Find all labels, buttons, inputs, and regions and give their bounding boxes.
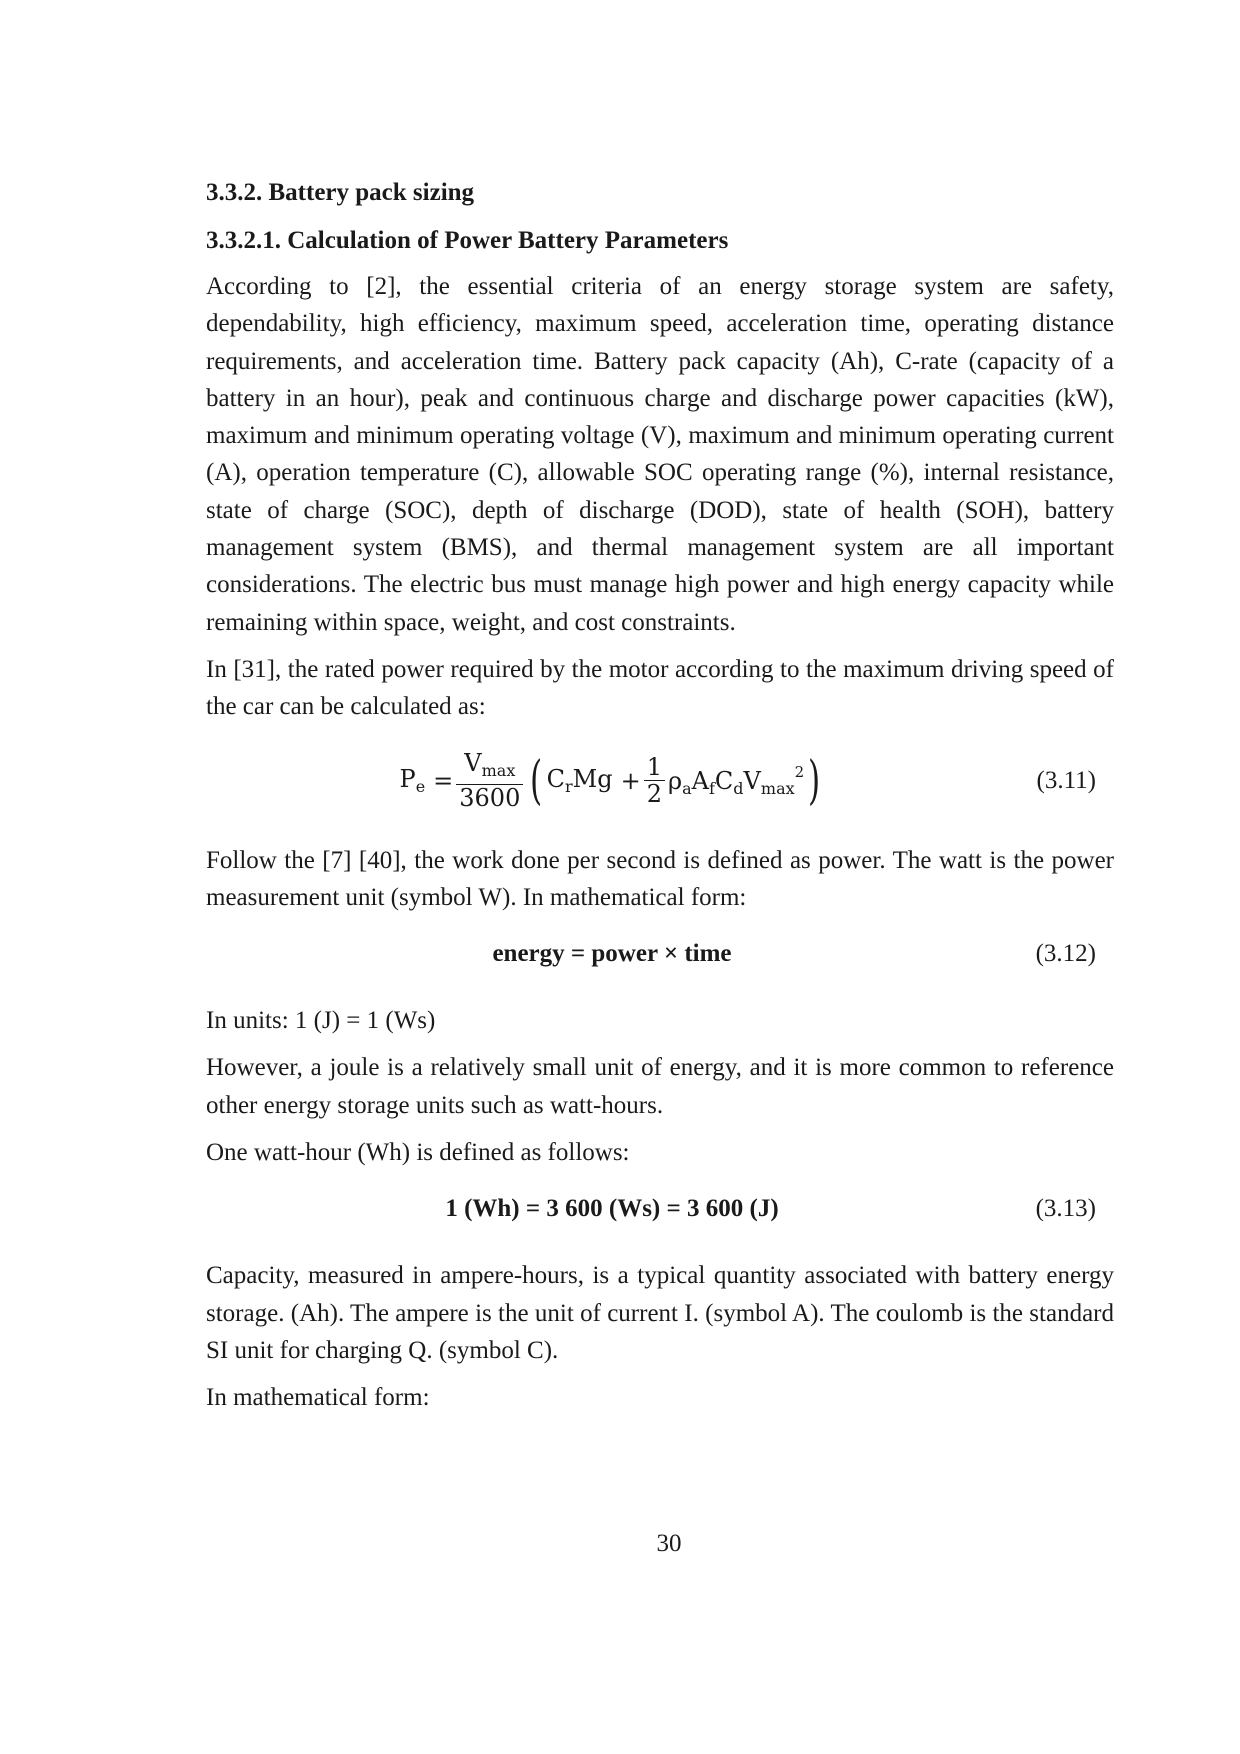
paragraph-capacity: Capacity, measured in ampere-hours, is a typical quantity associated with battery energy storage. (Ah). The ampere is the unit of current I. (symbol A). The coulomb is the standard SI unit for charging Q. (symbol C). <box>206 1262 1114 1364</box>
eq-right-paren: ) <box>808 750 821 811</box>
paragraph-watt-hour: One watt-hour (Wh) is defined as follows: <box>206 1139 630 1167</box>
equation-number-3-11: (3.11) <box>1036 766 1096 794</box>
equation-3-13-body: 1 (Wh) = 3 600 (Ws) = 3 600 (J) <box>445 1195 779 1223</box>
equation-3-13 <box>206 1181 1114 1237</box>
subsection-heading: 3.3.2.1. Calculation of Power Battery Parameters <box>206 227 729 254</box>
paragraph-math-form: In mathematical form: <box>206 1384 430 1412</box>
paragraph-joule: However, a joule is a relatively small unit of energy, and it is more common to reference other energy storage units such as watt-hours. <box>206 1054 1114 1119</box>
eq-lhs: $P_e$ <box>399 765 426 797</box>
paragraph-units: In units: 1 (J) = 1 (Ws) <box>206 1007 436 1035</box>
page-number: 30 <box>656 1530 682 1557</box>
eq-left-paren: ( <box>530 750 543 811</box>
paragraph-rated-power: In [31], the rated power required by the motor according to the maximum driving speed of the car can be calculated as: <box>206 655 1114 721</box>
equation-3-11-body <box>206 736 1018 826</box>
eq-plus: + <box>620 766 641 795</box>
eq-term-aero: $\rho_aA_fC_dV_{max}^2$ <box>668 763 805 799</box>
equation-3-11 <box>206 736 1114 826</box>
page-content <box>206 176 1114 1427</box>
eq-equals: = <box>433 766 454 795</box>
equation-3-12-body: energy = power × time <box>492 940 732 968</box>
equation-number-3-12: (3.12) <box>1035 940 1096 968</box>
paragraph-power-definition: Follow the [7] [40], the work done per second is defined as power. The watt is the power measurement unit (symbol W). In mathematical form: <box>206 846 1114 911</box>
eq-term-rolling: $C_rMg$ <box>546 765 613 797</box>
paragraph-criteria: According to [2], the essential criteria of an energy storage system are safety, dependability, high efficiency, maximum speed, acceleration time, operating distance requirements, and acceleration time. Battery pack capacity (Ah), C-rate (capacity of a battery in an hour), peak and continuous charge and discharge power capacities (kW), maximum and minimum operating voltage (V), maximum and minimum operating current (A), operation temperature (C), allowable SOC operating range (%), internal resistance, state of charge (SOC), depth of discharge (DOD), state of health (SOH), battery management system (BMS), and thermal management system are all important considerations. The electric bus must manage high power and high energy capacity while remaining within space, weight, and cost constraints. <box>206 273 1114 636</box>
equation-3-11-formula <box>400 750 825 811</box>
section-heading: 3.3.2. Battery pack sizing <box>206 179 475 206</box>
equation-3-12 <box>206 926 1114 982</box>
equation-number-3-13: (3.13) <box>1035 1195 1096 1223</box>
eq-fraction-half: $\frac{1}{2}$ <box>644 754 665 807</box>
eq-fraction-vmax: $\frac{V_{max}}{3600}$ <box>456 750 523 811</box>
